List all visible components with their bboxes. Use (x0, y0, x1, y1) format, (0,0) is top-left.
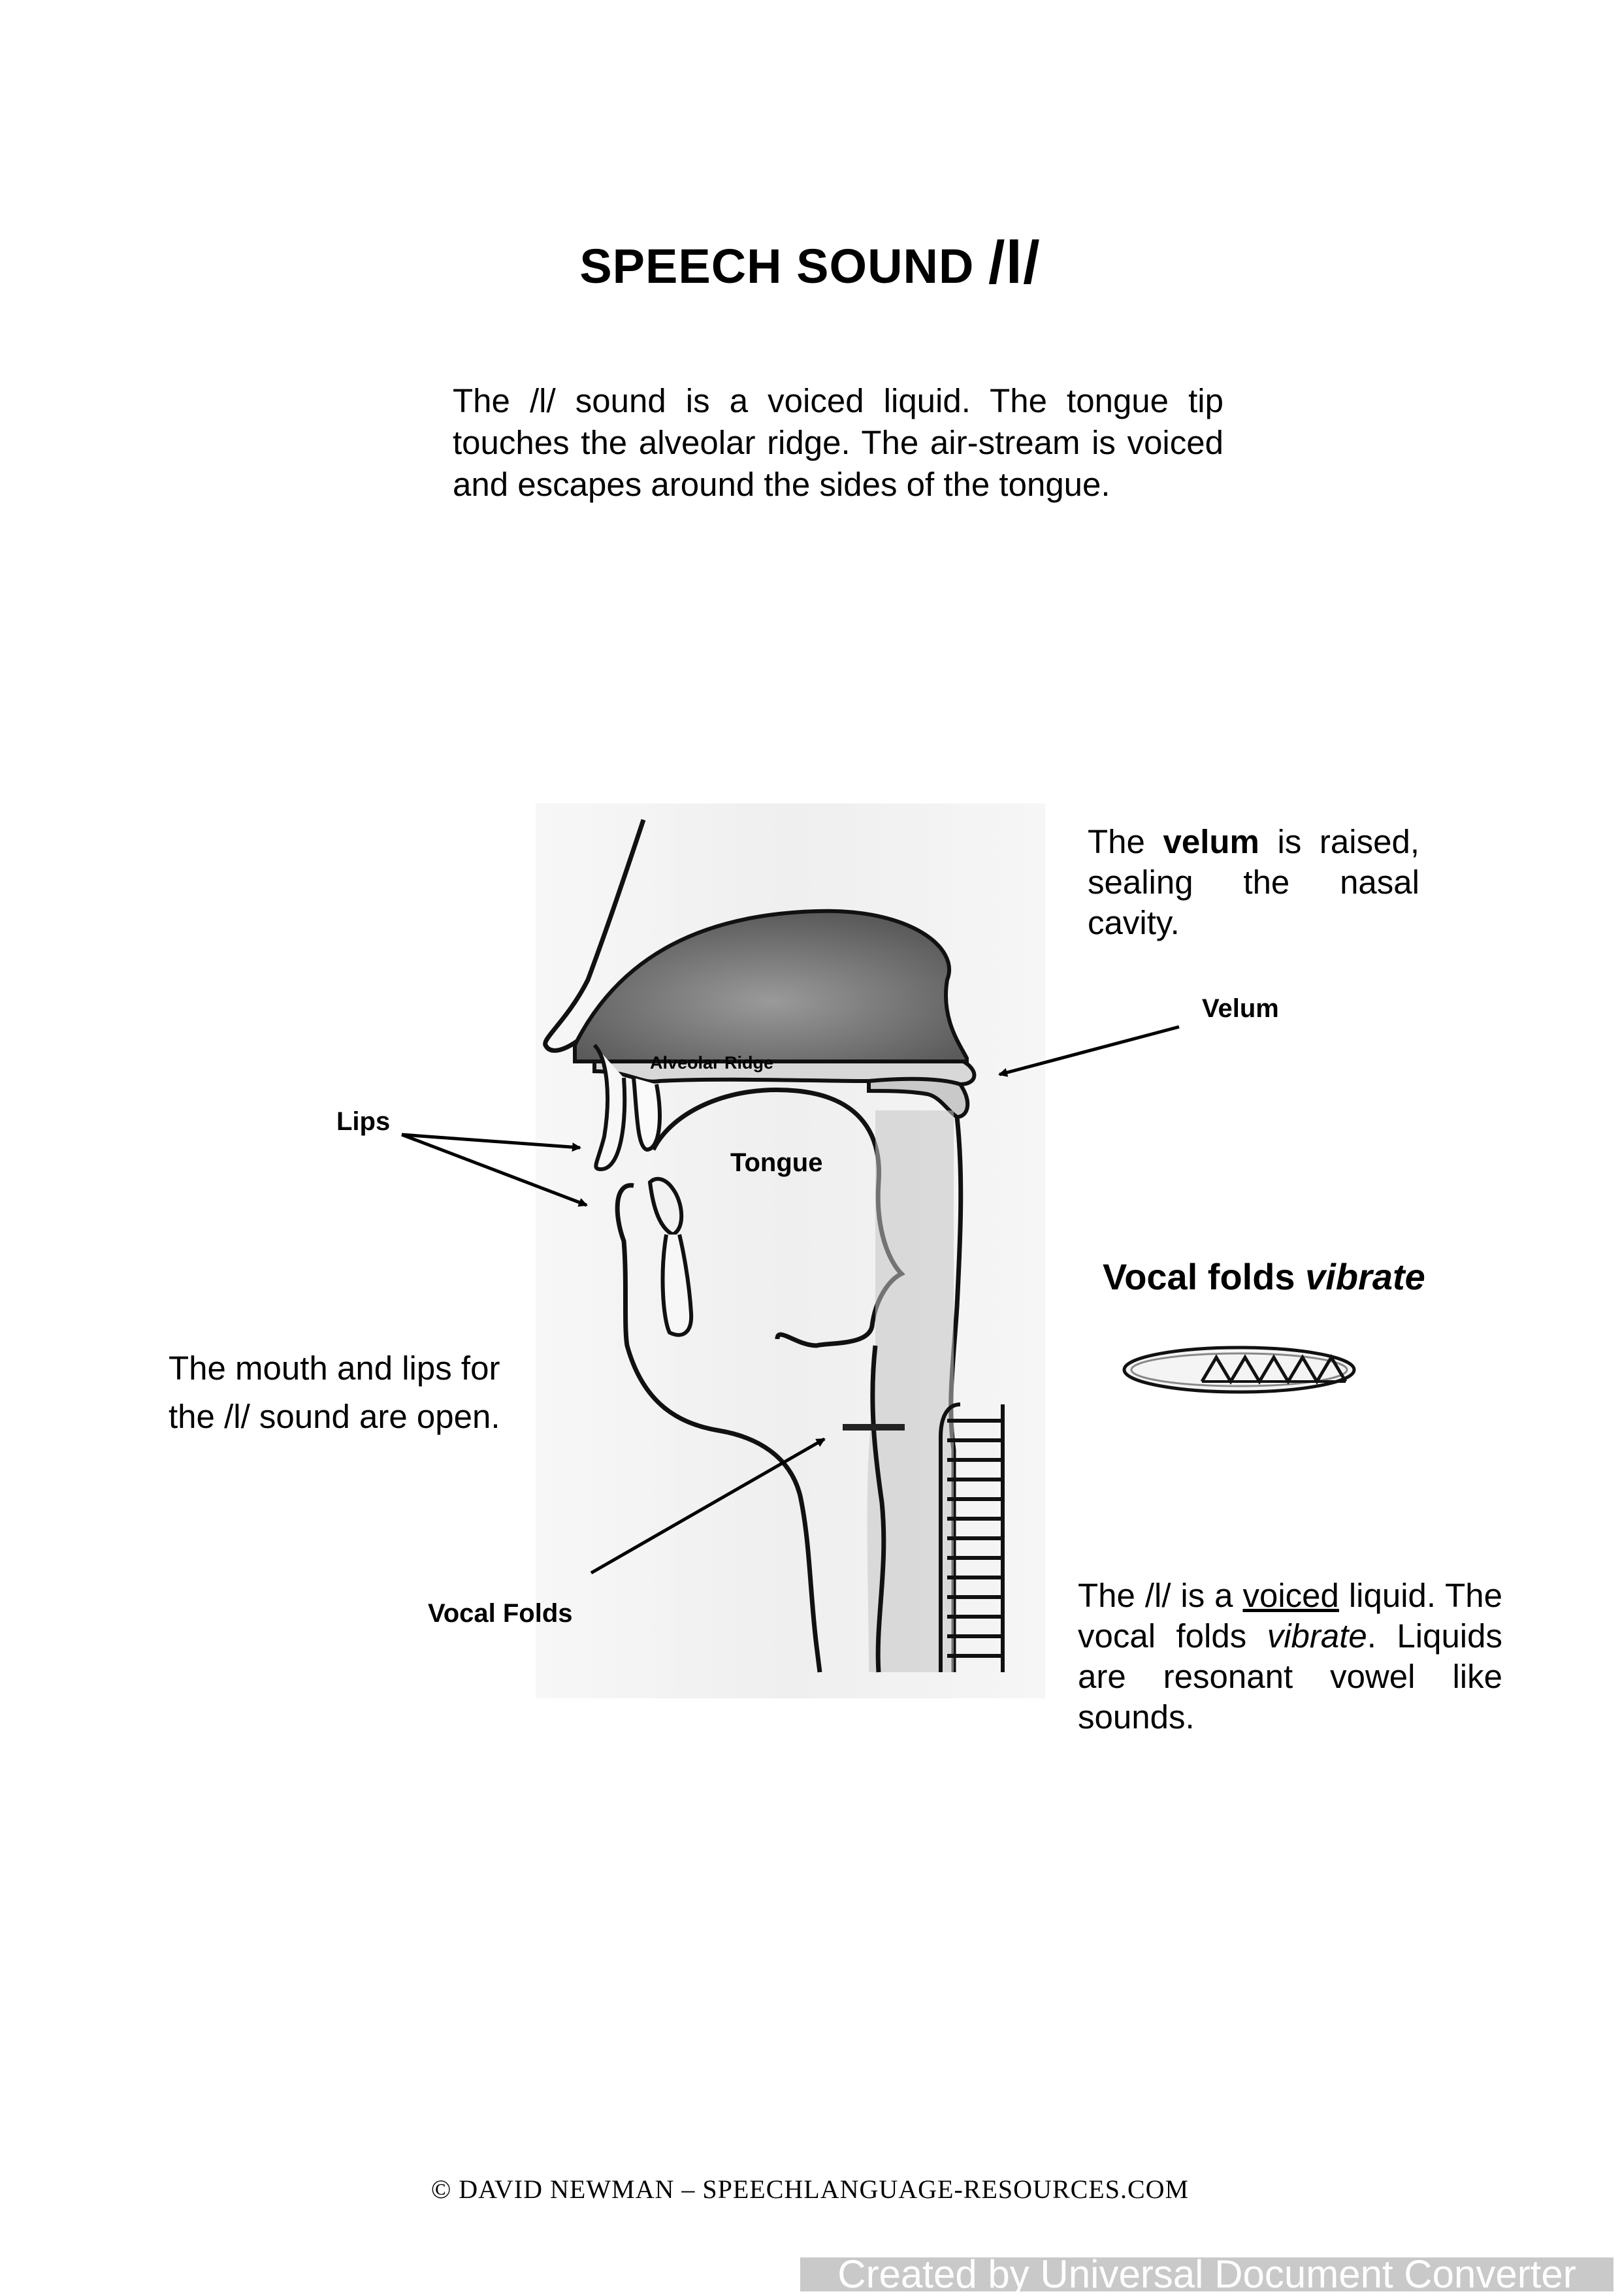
label-alveolar-ridge: Alveolar Ridge (650, 1053, 774, 1073)
voiced-note (1078, 1576, 1502, 1738)
label-velum: Velum (1202, 994, 1279, 1023)
velum-note-bold: velum (1163, 823, 1259, 860)
vibrating-folds-icon (1124, 1348, 1354, 1392)
intro-paragraph: The /l/ sound is a voiced liquid. The tongue tip touches the alveolar ridge. The air-stream is voiced and escapes around the sides of the tongue. (453, 382, 1223, 503)
velum-note (1088, 822, 1419, 943)
velum-note-pre: The (1088, 823, 1163, 860)
mouth-note-line1: The mouth and lips for (169, 1350, 500, 1387)
vocal-folds-heading (1103, 1255, 1425, 1298)
watermark-banner: Created by Universal Document Converter (800, 2257, 1613, 2291)
voiced-note-italic: vibrate (1267, 1617, 1367, 1655)
label-lips: Lips (336, 1107, 391, 1136)
footer-copyright: © DAVID NEWMAN – SPEECHLANGUAGE-RESOURCES.COM (430, 2175, 1190, 2204)
voiced-note-p2: liquid. The vocal folds (1078, 1577, 1502, 1655)
label-vocal-folds: Vocal Folds (428, 1599, 573, 1628)
title-phoneme: /l/ (988, 229, 1041, 296)
voiced-note-p1: The /l/ is a (1078, 1577, 1243, 1614)
vocal-folds-heading-italic: vibrate (1305, 1256, 1425, 1297)
vocal-folds-heading-normal: Vocal folds (1103, 1256, 1306, 1297)
label-tongue: Tongue (730, 1148, 823, 1177)
mouth-note-line2: the /l/ sound are open. (169, 1398, 500, 1435)
title-prefix: SPEECH SOUND (579, 239, 988, 293)
velum-note-post: is raised, sealing the nasal cavity. (1088, 823, 1419, 941)
voiced-note-underlined: voiced (1242, 1577, 1339, 1614)
mouth-note (169, 1344, 574, 1441)
voiced-note-p3: . Liquids are resonant vowel like sounds. (1078, 1617, 1502, 1736)
